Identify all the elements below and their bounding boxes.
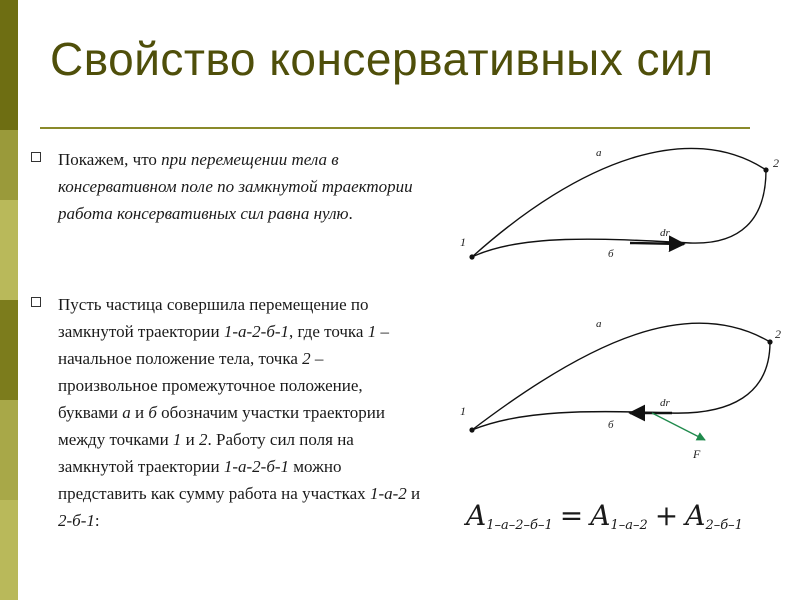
formula-plus: + xyxy=(654,499,679,532)
trajectory-path-b xyxy=(472,170,766,257)
label-dr: dr xyxy=(660,227,670,239)
text-run: Покажем, что xyxy=(58,150,162,169)
displacement-arrow xyxy=(630,243,684,244)
bullet-marker xyxy=(31,297,41,307)
text-run-italic: 1-а-2-б-1 xyxy=(223,322,290,341)
bullet-text-1 xyxy=(58,146,423,227)
formula-equals: = xyxy=(559,499,584,532)
trajectory-path-a xyxy=(472,148,766,257)
text-run: и xyxy=(130,403,149,422)
label-2: 2 xyxy=(775,327,781,341)
formula-term-2-subscript: 2–б–1 xyxy=(705,518,743,533)
text-run: и xyxy=(181,430,200,449)
formula-term-1-subscript: 1–а–2 xyxy=(610,518,648,533)
text-run-italic: при перемещении тела в консервативном поле по замкнутой траектории работа консервативных сил равна нулю xyxy=(58,150,413,223)
point-2 xyxy=(767,339,772,344)
point-1 xyxy=(469,254,474,259)
text-run: – произвольное промежуточное положение, буквами xyxy=(58,349,363,422)
text-run: , где точка xyxy=(289,322,368,341)
trajectory-diagram-2 xyxy=(440,300,785,470)
trajectory-diagram-1 xyxy=(440,120,785,270)
work-sum-formula xyxy=(466,498,786,544)
text-run: : xyxy=(94,511,100,530)
label-1: 1 xyxy=(460,235,466,249)
sidebar-segment xyxy=(0,500,18,600)
formula-term-2: A xyxy=(685,499,706,532)
text-run: . xyxy=(348,204,353,223)
sidebar-segment xyxy=(0,300,18,400)
label-f: F xyxy=(693,447,701,461)
text-run-italic: 1 xyxy=(367,322,377,341)
trajectory-path-a xyxy=(472,323,770,430)
decorative-sidebar xyxy=(0,0,18,600)
text-run-italic: 1-а-2-б-1 xyxy=(223,457,290,476)
text-run: обозначим участки траектории между точками xyxy=(58,403,385,449)
label-a: а xyxy=(596,318,602,330)
bullet-marker xyxy=(31,152,41,162)
text-run-italic: 1 xyxy=(172,430,182,449)
point-2 xyxy=(763,167,768,172)
text-run-italic: 1-а-2 xyxy=(369,484,407,503)
text-run: – начальное положение тела, точка xyxy=(58,322,389,368)
formula-lhs-subscript: 1–а–2–б–1 xyxy=(486,518,553,533)
formula-term-1: A xyxy=(590,499,611,532)
text-run-italic: а xyxy=(122,403,131,422)
formula-lhs: A xyxy=(466,499,487,532)
label-dr: dr xyxy=(660,397,670,409)
force-arrow xyxy=(652,413,705,440)
sidebar-segment xyxy=(0,400,18,500)
text-run-italic: 2 xyxy=(199,430,208,449)
point-1 xyxy=(469,427,474,432)
slide-title: Свойство консервативных сил xyxy=(50,33,714,85)
text-run: Пусть частица совершила перемещение по замкнутой траектории xyxy=(58,295,369,341)
text-run-italic: 2-б-1 xyxy=(58,511,95,530)
bullet-text-2 xyxy=(58,291,423,534)
sidebar-segment xyxy=(0,0,18,130)
label-a: а xyxy=(596,147,602,159)
text-run: и xyxy=(406,484,421,503)
label-2: 2 xyxy=(773,156,779,170)
sidebar-segment xyxy=(0,200,18,300)
label-b: б xyxy=(608,248,614,260)
sidebar-segment xyxy=(0,130,18,200)
text-run-italic: 2 xyxy=(302,349,311,368)
text-run: . Работу сил поля на замкнутой траектории xyxy=(58,430,354,476)
label-b: б xyxy=(608,419,614,431)
text-run-italic: б xyxy=(148,403,157,422)
trajectory-path-b xyxy=(472,342,770,430)
label-1: 1 xyxy=(460,404,466,418)
text-run: можно представить как сумму работа на участках xyxy=(58,457,370,503)
